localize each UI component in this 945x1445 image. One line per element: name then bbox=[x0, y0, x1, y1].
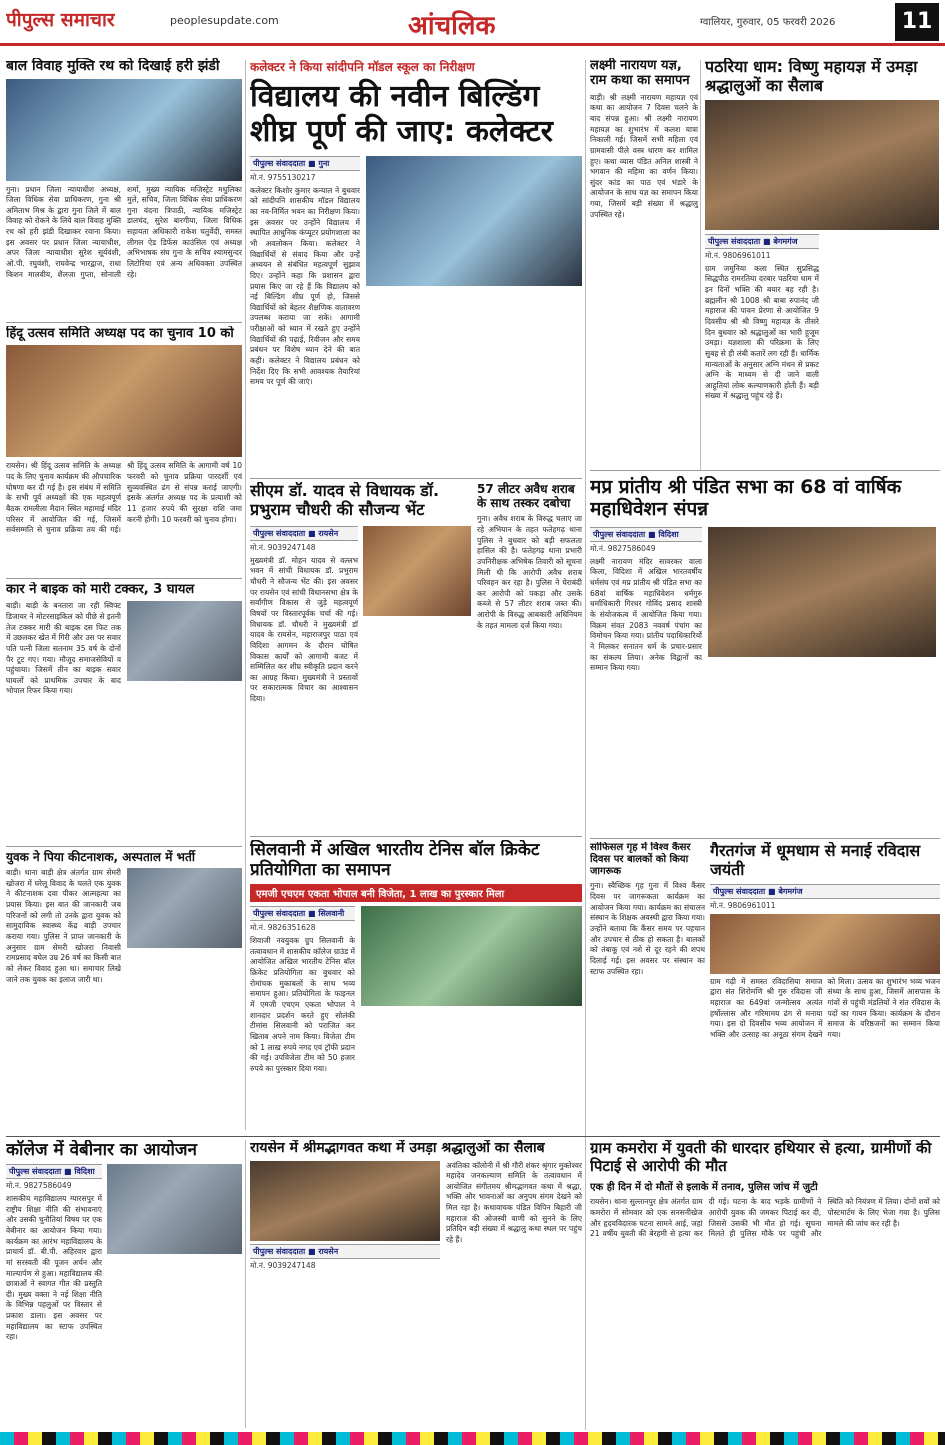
article-body: शिवाजी नवयुवक ग्रुप सिलवानी के तत्वावधान में शासकीय कॉलेज ग्राउंड में आयोजित अखिल भारतीय टेनिस बॉल क्रिकेट प्रतियोगिता का बुधवार को रोमांचक मुकाबलों के साथ भव्य समापन हुआ। प्रतियोगिता के फाइनल में एमजी एचएम एकता भोपाल ने शानदार प्रदर्शन करते हुए सोलंकी टीमांस सिलवानी को पराजित कर खिताब अपने नाम किया। विजेता टीम को 1 लाख रुपये नगद एवं ट्रॉफी प्रदान की गई। उपविजेता टीम को 50 हजार रुपये का पुरस्कार दिया गया। bbox=[250, 936, 355, 1073]
article-body: शासकीय महाविद्यालय ग्यारसपुर में राष्ट्रीय शिक्षा नीति की संभावनाएं और उसकी चुनौतियां विषय पर एक वेबीनार का आयोजन किया गया। कार्यक्रम का आरंभ महाविद्यालय के प्राचार्य डॉ. बी.पी. अहिरवार द्वारा मां सरस्वती की पूजन अर्चन और माल्यार्पण से हुआ। महाविद्यालय की छात्राओं ने स्वागत गीत की प्रस्तुति दी। मुख्य वक्ता ने नई शिक्षा नीति के विभिन्न पहलुओं पर विस्तार से प्रकाश डाला। इस अवसर पर महाविद्यालय का स्टाफ उपस्थित रहा। bbox=[6, 1194, 102, 1342]
headline: हिंदू उत्सव समिति अध्यक्ष पद का चुनाव 10 को bbox=[6, 326, 234, 341]
headline: मप्र प्रांतीय श्री पंडित सभा का 68 वां वार्षिक महाधिवेशन संपन्न bbox=[590, 476, 902, 521]
headline: लक्ष्मी नारायण यज्ञ, राम कथा का समापन bbox=[590, 58, 690, 89]
story-kamrora bbox=[590, 1140, 940, 1428]
news-photo bbox=[250, 1161, 440, 1241]
byline: पीपुल्स संवाददाता ■ गुना bbox=[250, 156, 360, 171]
news-photo bbox=[127, 868, 242, 948]
column-divider bbox=[245, 1140, 246, 1428]
mobile-number: मो.नं. 9827586049 bbox=[590, 543, 656, 553]
headline: 57 लीटर अवैध शराब के साथ तस्कर दबोचा bbox=[477, 482, 575, 511]
news-photo bbox=[6, 345, 242, 457]
article-body: अवंतिका कॉलोनी में श्री गौरी शंकर श्रृंगार मुक्तेश्वर महादेव जनकल्याण समिति के तत्वावधान में आयोजित संगीतमय श्रीमद्भागवत कथा में श्रद्धा, भक्ति और भावनाओं का अनुपम संगम देखने को मिल रहा है। कथावाचक पंडित विपिन बिहारी जी महाराज की ओजस्वी वाणी को सुनने के लिए प्रतिदिन बड़ी संख्या में श्रद्धालु कथा स्थल पर पहुंच रहे हैं। bbox=[446, 1160, 582, 1244]
article-body: बाड़ी। थाना बाड़ी क्षेत्र अंतर्गत ग्राम सेमरी खोजरा में घरेलू विवाद के चलते एक युवक ने कीटनाशक दवा पीकर आत्महत्या का प्रयास किया। इस बात की जानकारी जब परिजनों को लगी तो उनके द्वारा युवक को सामुदायिक स्वास्थ्य केंद्र बाड़ी उपचार कराया गया। पुलिस ने प्राप्त जानकारी के अनुसार ग्राम सेमरी खोजरा निवासी रामप्रसाद बघेल उम्र 26 वर्ष का किसी बात को लेकर विवाद हुआ था। समाचार लिखे जाने तक युवक का इलाज जारी था। bbox=[6, 868, 121, 984]
kicker: कलेक्टर ने किया सांदीपनि मॉडल स्कूल का निरीक्षण bbox=[250, 60, 475, 74]
article-body-continued bbox=[825, 234, 939, 424]
news-photo bbox=[708, 527, 936, 657]
story-tennis-ball bbox=[250, 840, 582, 1130]
story-cm-yadav bbox=[250, 482, 472, 832]
masthead bbox=[0, 0, 945, 46]
headline: कार ने बाइक को मारी टक्कर, 3 घायल bbox=[6, 582, 195, 597]
mobile-number: मो.नं. 9039247148 bbox=[250, 542, 316, 552]
article-body: ग्राम जमुनिया कला स्थित सुप्रसिद्ध सिद्धपीठ रामरतिया दरबार पठरिया धाम में इन दिनों भक्ति की बयार बह रही है। ब्रह्मलीन श्री 1008 श्री बाबा रुपानंद जी महाराज की पावन प्रेरणा से आयोजित 9 दिवसीय श्री श्री विष्णु महायज्ञ के तीसरे दिन बुधवार को श्रद्धालुओं का भारी हुजूम उमड़ा। यज्ञशाला की परिक्रमा के लिए सुबह से ही लंबी कतारें लग रही हैं। धार्मिक मान्यताओं के अनुसार अग्नि मंथन से प्रकट अग्नि के माध्यम से दी जाने वाली आहुतियां लोक कल्याणकारी होती हैं। बड़ी संख्या में श्रद्धालु पहुंच रहे हैं। bbox=[705, 263, 819, 401]
news-photo bbox=[361, 906, 582, 1006]
story-separator bbox=[590, 838, 940, 839]
subheadline: एमजी एचएम एकता भोपाल बनी विजेता, 1 लाख का पुरस्कार मिला bbox=[250, 884, 582, 902]
subheadline: एक ही दिन में दो मौतों से इलाके में तनाव, पुलिस जांच में जुटी bbox=[590, 1179, 940, 1193]
mobile-number: मो.नं. 9826351628 bbox=[250, 923, 316, 933]
headline: गैरतगंज में धूमधाम से मनाई रविदास जयंती bbox=[710, 842, 921, 879]
byline: पीपुल्स संवाददाता ■ रायसेन bbox=[250, 1244, 440, 1259]
article-body: बाड़ी। श्री लक्ष्मी नारायण महायज्ञ एवं कथा का आयोजन 7 दिवस चलने के बाद संपन्न हुआ। श्री लक्ष्मी नारायण महायज्ञ का शुभारंभ में कलश यात्रा निकाली गई। जिसमें सभी महिला एवं ग्रामवासी पीले वस्त्र धारण कर शामिल हुए। कथा व्यास पंडित अनिल शास्त्री ने भगवान की महिमा का वर्णन किया। सुंदर कांड का पाठ एवं भंडारे के आयोजन के साथ यज्ञ का समापन किया गया, जिसमें बड़ी संख्या में श्रद्धालु उपस्थित रहे। bbox=[590, 92, 698, 219]
story-pathariya bbox=[705, 58, 939, 468]
story-separator bbox=[6, 578, 242, 579]
news-photo bbox=[127, 601, 242, 681]
article-body: गुना। प्रधान जिला न्यायाधीश अध्यक्ष, जिला विधिक सेवा प्राधिकरण, गुना श्री अमिताभ मिश्र के द्वारा गुना जिले में बाल विवाह को रोकने के लिये बाल विवाह मुक्ति रथ को हरी झंडी दिखाकर रवाना किया। इस अवसर पर प्रधान जिला न्यायाधीश, अपर जिला न्यायाधीश सुरेश सूर्यवंशी, ओ.पी. रघुवंशी, राघवेन्द्र भारद्वाज, राधा किशन मालवीय, शैलजा गुप्ता, सोनाली शर्मा, मुख्य न्यायिक मजिस्ट्रेट मधुलिका मुले, सचिव, जिला विधिक सेवा प्राधिकरण गुना वंदना त्रिपाठी, न्यायिक मजिस्ट्रेट डालचंद, सुरेश बारगीया, जिला विधिक सहायता अधिकारी राकेश चतुर्वेदी, समस्त लीगल ऐड डिफेंस काउंसिल एवं अध्यक्ष अभिभाषक संघ गुना के सचिव श्यामसुन्दर लिटोरिया एवं अन्य अधिवक्ता उपस्थित रहे। bbox=[6, 184, 242, 279]
story-separator bbox=[250, 836, 582, 837]
story-separator bbox=[6, 1136, 940, 1137]
byline: पीपुल्स संवाददाता ■ बेगमगंज bbox=[705, 234, 819, 249]
news-photo bbox=[366, 156, 582, 286]
headline: बाल विवाह मुक्ति रथ को दिखाई हरी झंडी bbox=[6, 58, 220, 74]
news-photo bbox=[710, 914, 940, 974]
story-separator bbox=[590, 470, 940, 471]
story-collector bbox=[250, 58, 582, 476]
news-photo bbox=[6, 79, 242, 181]
article-body: ग्राम गढ़ी में समस्त रविदासिया समाज द्वारा संत शिरोमणि श्री गुरु रविदास जी महाराज का 649वां जन्मोत्सव अत्यंत हर्षोल्लास और गरिमामय ढंग से मनाया गया। इस दो दिवसीय भव्य आयोजन में भक्ति और उत्साह का अनूठा संगम देखने को मिला। उत्सव का शुभारंभ भव्य भजन संध्या के साथ हुआ, जिसमें आसपास के गांवों से पहुंची मंडलियों ने संत रविदास के पदों का गायन किया। कार्यक्रम के दौरान समाज के वरिष्ठजनों का सम्मान किया गया। bbox=[710, 976, 940, 1039]
website-link[interactable]: peoplesupdate.com bbox=[170, 14, 279, 27]
article-body: लक्ष्मी नारायण मंदिर सावरकर वाला किला, विदिशा में अखिल भारतवर्षीय धर्मसंघ एवं मप्र प्रांतीय श्री पंडित सभा का 68वां वार्षिक महाधिवेशन धर्मगुरु धर्माधिकारी गिरधर गोविंद प्रसाद शास्त्री के संयोजकत्व में आयोजित किया गया। विक्रम संवत 2083 नववर्ष पंचांग का विमोचन किया गया। प्रांतीय पदाधिकारियों ने मिलकर सनातन धर्म के प्रचार-प्रसार का संकल्प लिया। अनेक विद्वानों का सम्मान किया गया। bbox=[590, 556, 702, 673]
article-body: मुख्यमंत्री डॉ. मोहन यादव से वल्लभ भवन में सांची विधायक डॉ. प्रभुराम चौधरी ने सौजन्य भेंट की। इस अवसर पर रायसेन एवं सांची विधानसभा क्षेत्र के सर्वांगीण विकास से जुड़े महत्वपूर्ण विषयों पर विस्तारपूर्वक चर्चा की गई। विधायक डॉ. चौधरी ने मुख्यमंत्री डॉ यादव के रायसेन, महाराजपुर पाठा एवं विदिशा आगमन के दौरान घोषित विकास कार्यों को आगामी बजट में सम्मिलित कर शीघ्र स्वीकृति प्रदान करने का आग्रह किया। मुख्यमंत्री ने प्रस्तावों पर सकारात्मक विचार का आश्वासन दिया। bbox=[250, 555, 358, 704]
mobile-number: मो.नं. 9755130217 bbox=[250, 172, 316, 182]
mobile-number: मो.नं. 9806961011 bbox=[705, 250, 771, 260]
headline: ग्राम कमरोरा में युवती की धारदार हथियार से हत्या, ग्रामीणों की पिटाई से आरोपी की मौत bbox=[590, 1140, 932, 1175]
story-bal-vivah bbox=[6, 58, 242, 320]
byline: पीपुल्स संवाददाता ■ बेगमगंज bbox=[710, 884, 940, 899]
article-body: रायसेन। श्री हिंदू उत्सव समिति के अध्यक्ष पद के लिए चुनाव कार्यक्रम की औपचारिक घोषणा कर दी गई है। इस संबंध में समिति के सभी पूर्व अध्यक्षों की एक महत्वपूर्ण बैठक रामलीला मैदान स्थित महामाई मंदिर परिसर में आयोजित की गई, जिसमें सर्वसम्मति से चुनाव प्रक्रिया तय की गई। श्री हिंदू उत्सव समिति के आगामी वर्ष 10 फरवरी को चुनाव प्रक्रिया पारदर्शी एवं सुव्यवस्थित ढंग से संपन्न कराई जाएगी। इसके अंतर्गत अध्यक्ष पद के प्रत्याशी को 11 हजार रुपये की सुरक्षा राशि जमा करनी होगी। 10 फरवरी को चुनाव होगा। bbox=[6, 461, 242, 535]
headline: युवक ने पिया कीटनाशक, अस्पताल में भर्ती bbox=[6, 850, 195, 864]
headline: विद्यालय की नवीन बिल्डिंग शीघ्र पूर्ण की जाए: कलेक्टर bbox=[250, 79, 553, 150]
article-body: गुना। अवैध शराब के विरुद्ध चलाए जा रहे अभियान के तहत फतेहगढ़ थाना पुलिस ने बुधवार को बड़ी सफलता हासिल की है। फतेहगढ़ थाना प्रभारी उपनिरीक्षक अभिषेक तिवारी को सूचना मिली थी कि आरोपी अवैध शराब परिवहन कर रहा है। पुलिस ने घेराबंदी कर आरोपी को पकड़ा और उसके कब्जे से 57 लीटर शराब जब्त की। आरोपी के विरुद्ध आबकारी अधिनियम के तहत मामला दर्ज किया गया। bbox=[477, 514, 582, 630]
story-separator bbox=[250, 478, 582, 479]
story-bhagwat-katha bbox=[250, 1140, 582, 1428]
dateline: ग्वालियर, गुरुवार, 05 फरवरी 2026 bbox=[700, 17, 836, 28]
print-color-bar bbox=[0, 1432, 945, 1445]
story-cancer-diwas bbox=[590, 842, 705, 1132]
article-body: रायसेन। थाना सुल्तानपुर क्षेत्र अंतर्गत ग्राम कमरोरा में सोमवार को एक सनसनीखेज और हृदयविदारक घटना सामने आई, जहां 21 वर्षीय युवती की बेरहमी से हत्या कर दी गई। घटना के बाद भड़के ग्रामीणों ने आरोपी युवक की जमकर पिटाई कर दी, जिससे उसकी भी मौत हो गई। सूचना मिलते ही पुलिस मौके पर पहुंची और स्थिति को नियंत्रण में लिया। दोनों शवों को पोस्टमार्टम के लिए भेजा गया है। पुलिस मामले की जांच कर रही है। bbox=[590, 1197, 940, 1239]
story-laxmi-narayan bbox=[590, 58, 698, 468]
article-body: गुना। स्वैच्छिक गृह गुना में विश्व कैंसर दिवस पर जागरूकता कार्यक्रम का आयोजन किया गया। कार्यक्रम का संचालन संस्थान के शिक्षक अवस्थी द्वारा किया गया। उन्होंने बताया कि कैंसर समय पर पहचान और उपचार से ठीक हो सकता है। बालकों को तंबाकू एवं नशे से दूर रहने की शपथ दिलाई गई। इस अवसर पर संस्थान का स्टाफ उपस्थित रहा। bbox=[590, 881, 705, 976]
story-pandit-sabha bbox=[590, 476, 940, 836]
column-divider bbox=[585, 60, 586, 1430]
section-title: आंचलिक bbox=[408, 11, 496, 41]
headline: सीएम डॉ. यादव से विधायक डॉ. प्रभुराम चौधरी की सौजन्य भेंट bbox=[250, 482, 440, 519]
story-car-takkar bbox=[6, 582, 242, 844]
mobile-number: मो.नं. 9806961011 bbox=[710, 900, 776, 910]
article-body: बाड़ी। बाड़ी के बनतारा जा रही स्विफ्ट डिजायर ने मोटरसाइकिल को पीछे से इतनी तेज टक्कर मारी की बाइक दस फिट तक में उछलकर खेत में गिरी और उस पर सवार पति पत्नी जिला सतनाम 35 वर्ष के दोनों पैर टूट गए। गया। मौजूद समाजसेवियों व पहुंचाया। जिसमें तीन का बाइक सवार घायलों को प्राथमिक उपचार के बाद भोपाल रिफर किया गया। bbox=[6, 601, 121, 696]
headline: सोफिसल गृह में विश्व कैंसर दिवस पर बालकों को किया जागरूक bbox=[590, 842, 691, 877]
story-separator bbox=[6, 322, 242, 323]
headline: सिलवानी में अखिल भारतीय टेनिस बॉल क्रिकेट प्रतियोगिता का समापन bbox=[250, 840, 540, 881]
mobile-number: मो.नं. 9039247148 bbox=[250, 1260, 316, 1270]
page-number: 11 bbox=[895, 3, 939, 41]
news-photo bbox=[363, 526, 471, 616]
mobile-number: मो.नं. 9827586049 bbox=[6, 1181, 72, 1191]
byline: पीपुल्स संवाददाता ■ विदिशा bbox=[6, 1164, 102, 1179]
news-photo bbox=[107, 1164, 242, 1254]
story-hindu-utsav bbox=[6, 326, 242, 576]
article-body: कलेक्टर किशोर कुमार कन्याल ने बुधवार को सांदीपनि शासकीय मॉडल विद्यालय का नव-निर्मित भवन का निरीक्षण किया। इस अवसर पर उन्होंने विद्यालय में स्थापित आधुनिक कंप्यूटर प्रयोगशाला का भी अवलोकन किया। कलेक्टर ने विद्यार्थियों से संवाद किया और उन्हें अध्ययन से संबंधित महत्वपूर्ण सुझाव दिए। उन्होंने कहा कि प्रशासन द्वारा प्रयास किए जा रहे हैं कि विद्यालय को नई बिल्डिंग शीघ्र पूर्ण हो, जिससे विद्यार्थियों को बेहतर शैक्षणिक वातावरण उपलब्ध कराया जा सके। आगामी परीक्षाओं को ध्यान में रखते हुए उन्होंने विद्यार्थियों की पढ़ाई, रिवीजन और समय प्रबंधन पर विशेष ध्यान देने की बात कही। कलेक्टर ने विद्यालय प्रबंधन को निर्देश दिए कि सभी आवश्यक तैयारियां समय पर पूर्ण की जाएं। bbox=[250, 185, 360, 387]
story-ravidas bbox=[710, 842, 940, 1132]
headline: पठरिया धाम: विष्णु महायज्ञ में उमड़ा श्रद्धालुओं का सैलाब bbox=[705, 58, 918, 95]
byline: पीपुल्स संवाददाता ■ रायसेन bbox=[250, 526, 358, 541]
headline: कॉलेज में वेबीनार का आयोजन bbox=[6, 1140, 197, 1160]
story-yuvak-keetnashak bbox=[6, 850, 242, 1130]
story-sharab bbox=[477, 482, 582, 832]
column-divider bbox=[245, 60, 246, 1130]
news-photo bbox=[705, 100, 939, 230]
story-college-webinar bbox=[6, 1140, 242, 1428]
byline: पीपुल्स संवाददाता ■ सिलवानी bbox=[250, 906, 355, 921]
story-separator bbox=[6, 846, 242, 847]
column-divider bbox=[700, 60, 701, 470]
newspaper-logo: पीपुल्स समाचार bbox=[6, 9, 115, 31]
byline: पीपुल्स संवाददाता ■ विदिशा bbox=[590, 527, 702, 542]
headline: रायसेन में श्रीमद्भागवत कथा में उमड़ा श्रद्धालुओं का सैलाब bbox=[250, 1140, 545, 1156]
